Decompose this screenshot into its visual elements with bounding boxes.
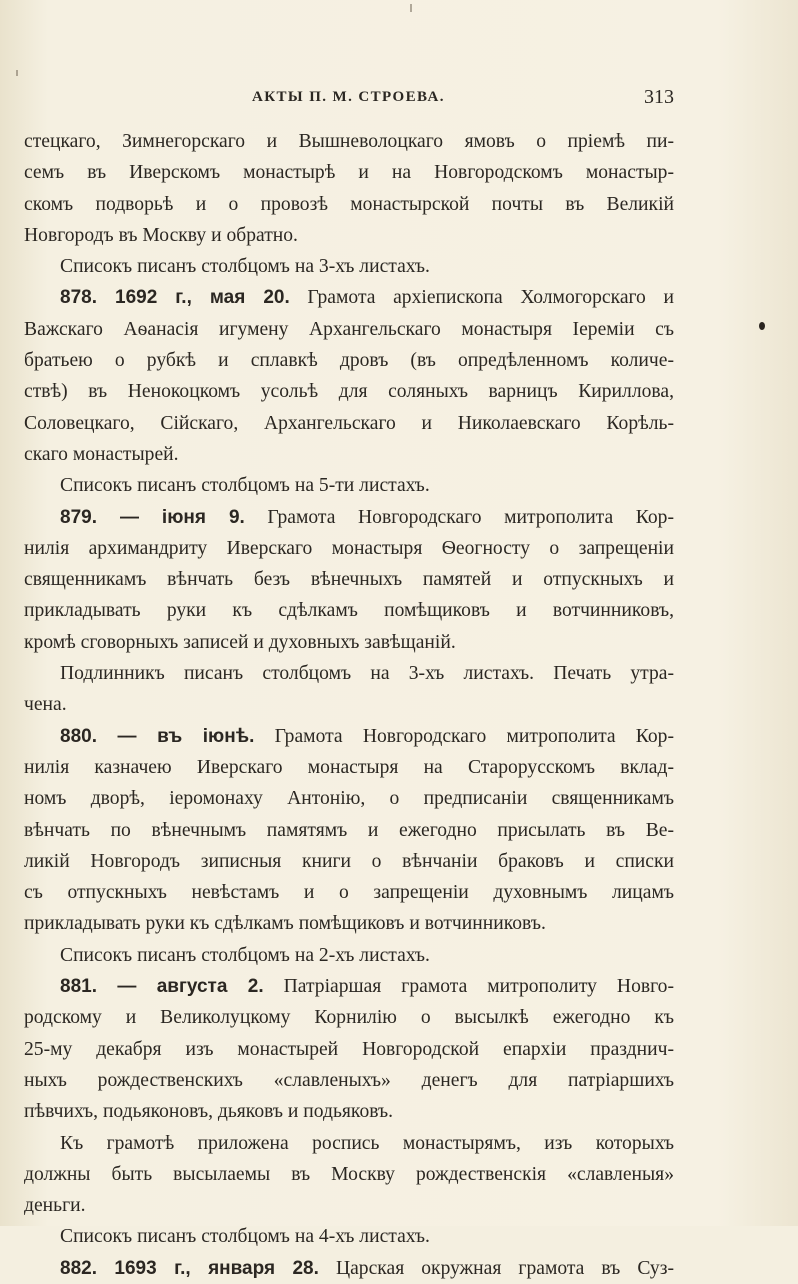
line-text: скомъ подворьѣ и о провозѣ монастырской почты въ Великій [24,193,674,215]
line-text: пѣвчихъ, подьяконовъ, дьяковъ и подьяковъ. [24,1101,394,1123]
entry-heading: 879. — іюня 9. [60,506,245,528]
line-text: родскому и Великолуцкому Корнилію о высылкѣ ежегодно къ [24,1007,674,1029]
line-text: съ отпускныхъ невѣстамъ и о запрещеніи духовнымъ лицамъ [24,882,674,904]
paper-speck [410,4,412,12]
ink-spot [759,322,765,330]
text-line [24,439,674,470]
entry-heading: 880. — въ іюнѣ. [60,725,255,747]
line-text: Грамота Новгородскаго митрополита Кор- [244,506,674,528]
text-line [24,157,674,188]
text-line [24,846,674,877]
line-text: ныхъ рождественскихъ «славленыхъ» денегъ для патріаршихъ [24,1069,674,1091]
text-line [24,345,674,376]
text-line [24,752,674,783]
line-text: нилія казначею Иверскаго монастыря на Старорусскомъ вклад- [24,756,674,778]
text-line [24,376,674,407]
line-text: Царская окружная грамота въ Суз- [318,1257,674,1279]
line-text: Грамота Новгородскаго митрополита Кор- [254,725,674,747]
text-line [24,908,674,939]
text-line [24,877,674,908]
line-text: братьею о рубкѣ и сплавкѣ дровъ (въ опредѣленномъ количе- [24,350,674,372]
entry-heading: 881. — августа 2. [60,976,264,998]
line-text: ствѣ) въ Ненокоцкомъ усольѣ для соляныхъ варницъ Кириллова, [24,381,674,403]
line-text: Къ грамотѣ приложена роспись монастырямъ, изъ которыхъ [60,1132,674,1154]
line-text: Списокъ писанъ столбцомъ на 3-хъ листахъ. [60,256,430,278]
entry-heading: 882. 1693 г., января 28. [60,1257,319,1279]
text-line [24,1065,674,1096]
text-line [24,564,674,595]
line-text: Важскаго Аѳанасія игумену Архангельскаго монастыря Іереміи съ [24,318,674,340]
line-text: прикладывать руки къ сдѣлкамъ помѣщиковъ и вотчинниковъ, [24,600,674,622]
line-text: стецкаго, Зимнегорскаго и Вышневолоцкаго ямовъ о пріемѣ пи- [24,131,674,152]
text-line [24,533,674,564]
line-text: 25-му декабря изъ монастырей Новгородской епархіи празднич- [24,1038,674,1060]
text-line [24,502,674,533]
line-text: номъ дворѣ, іеромонаху Антонію, о предписаніи священникамъ [24,788,674,810]
page-header [24,86,674,110]
line-text: прикладывать руки къ сдѣлкамъ помѣщиковъ и вотчинниковъ. [24,913,546,935]
line-text: должны быть высылаемы въ Москву рождественскія «славленыя» [24,1163,674,1185]
text-line [24,940,674,971]
line-text: Соловецкаго, Сійскаго, Архангельскаго и Николаевскаго Корѣль- [24,412,674,434]
line-text: ликій Новгородъ зиписныя книги о вѣнчаніи браковъ и списки [24,850,674,872]
line-text: Грамота архіепископа Холмогорскаго и [289,287,674,309]
text-line [24,470,674,501]
line-text: нилія архимандриту Иверскаго монастыря Ѳеогносту о запрещеніи [24,537,674,559]
text-line [24,627,674,658]
line-text: кромѣ сговорныхъ записей и духовныхъ завѣщаній. [24,631,456,653]
text-line [24,1190,674,1221]
paper-speck [16,70,18,76]
entry-heading: 878. 1692 г., мая 20. [60,287,290,309]
text-line [24,971,674,1002]
text-line [24,408,674,439]
line-text: вѣнчать по вѣнечнымъ памятямъ и ежегодно присылать въ Ве- [24,819,674,841]
page-number: 313 [644,86,674,108]
text-line [24,783,674,814]
text-line [24,1096,674,1127]
running-head: АКТЫ П. М. СТРОЕВА. [252,89,445,105]
line-text: Списокъ писанъ столбцомъ на 2-хъ листахъ. [60,944,430,966]
text-line [24,689,674,720]
body-text [24,126,674,1284]
text-line [24,721,674,752]
text-line [24,1034,674,1065]
text-line [24,658,674,689]
text-line [24,595,674,626]
text-line [24,282,674,313]
line-text: Патріаршая грамота митрополиту Новго- [263,976,674,998]
line-text: Списокъ писанъ столбцомъ на 5-ти листахъ. [60,475,430,497]
text-line [24,220,674,251]
text-line [24,1221,674,1252]
text-line [24,251,674,282]
line-text: семъ въ Иверскомъ монастырѣ и на Новгородскомъ монастыр- [24,162,674,184]
text-line [24,1002,674,1033]
line-text: деньги. [24,1195,86,1217]
text-line [24,1253,674,1284]
line-text: скаго монастырей. [24,443,179,465]
text-line [24,1128,674,1159]
text-line [24,1159,674,1190]
line-text: Новгородъ въ Москву и обратно. [24,224,298,246]
line-text: чена. [24,694,67,716]
text-line [24,815,674,846]
text-line [24,189,674,220]
line-text: Списокъ писанъ столбцомъ на 4-хъ листахъ. [60,1226,430,1248]
text-line [24,126,674,157]
line-text: священникамъ вѣнчать безъ вѣнечныхъ памятей и отпускныхъ и [24,569,674,591]
line-text: Подлинникъ писанъ столбцомъ на 3-хъ листахъ. Печать утра- [60,663,674,685]
text-line [24,314,674,345]
